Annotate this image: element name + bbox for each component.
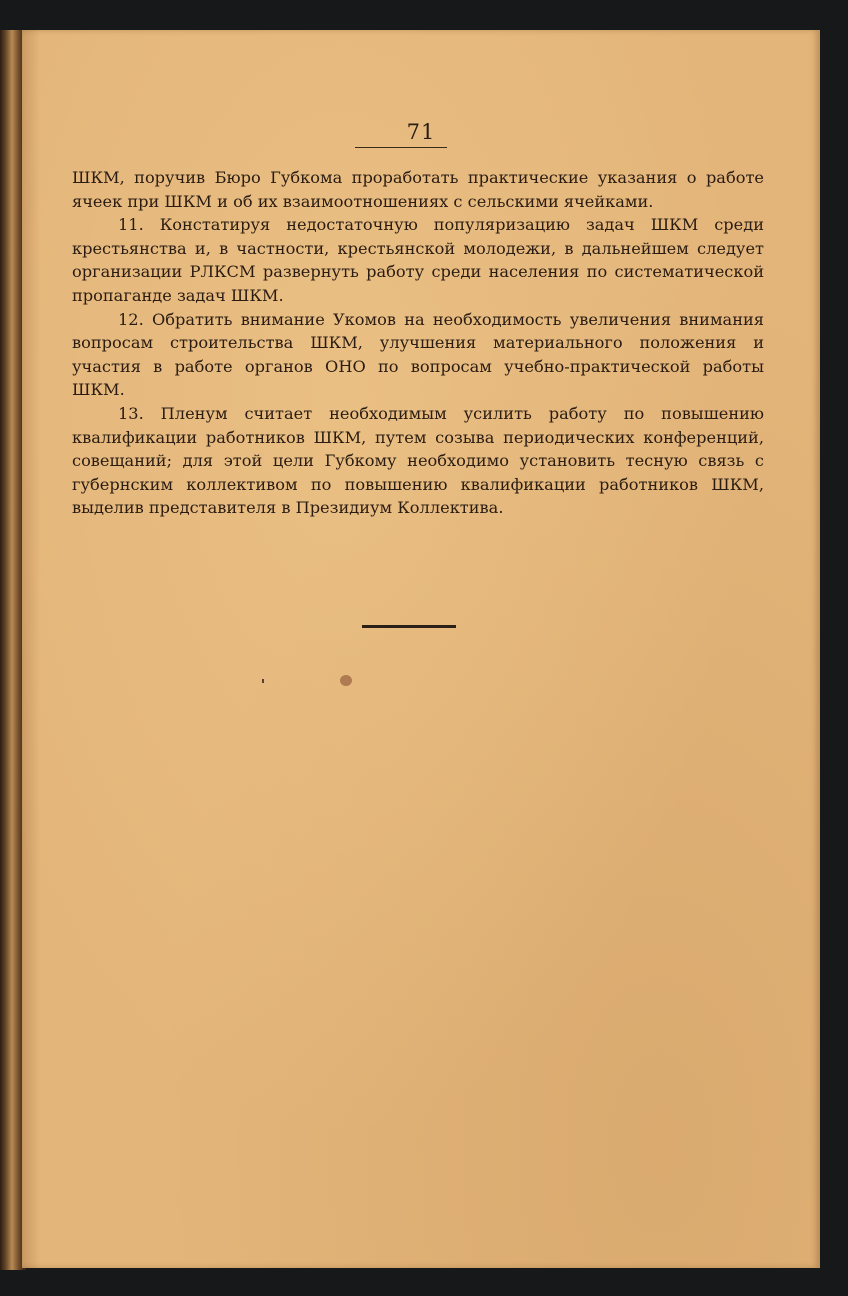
body-text	[72, 166, 764, 520]
book-page	[22, 30, 820, 1268]
paragraph-11: 11. Констатируя недостаточную популяризацию задач ШКМ среди крестьянства и, в частности, крестьянской молодежи, в дальнейшем следует организации РЛКСМ развернуть работу среди населения по систематической пропаганде задач ШКМ.	[72, 215, 764, 305]
page-number-underline	[355, 147, 447, 148]
paper-stain	[340, 675, 352, 686]
paragraph-13: 13. Пленум считает необходимым усилить работу по повышению квалификации работников ШКМ, путем созыва периодических конференций, совещаний; для этой цели Губкому необходимо установить тесную связь с губернским коллективом по повышению квалификации работников ШКМ, выделив представителя в Президиум Коллектива.	[72, 403, 764, 518]
paper-speck	[262, 679, 264, 683]
page-number: 71	[406, 120, 436, 144]
paragraph-12: 12. Обратить внимание Укомов на необходимость увеличения внимания вопросам строительства ШКМ, улучшения материального положения и участия в работе органов ОНО по вопросам учебно-практической работы ШКМ.	[72, 309, 764, 400]
section-end-rule	[362, 625, 456, 628]
paragraph-continuation: ШКМ, поручив Бюро Губкома проработать практические указания о работе ячеек при ШКМ и об их взаимоотношениях с сельскими ячейками.	[72, 168, 764, 211]
